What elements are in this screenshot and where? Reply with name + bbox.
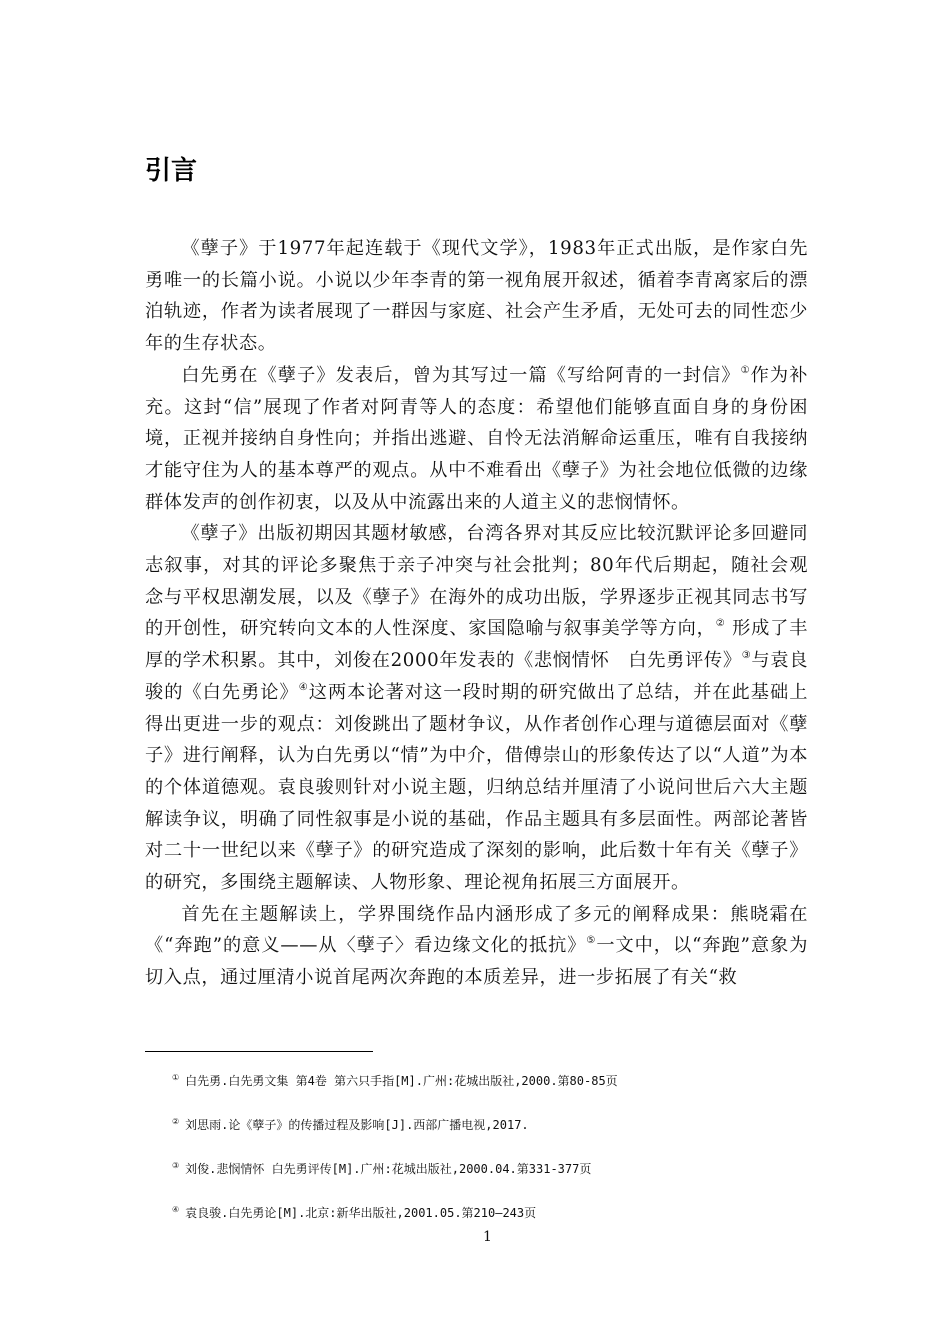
footnote-marker-5[interactable]: ⑤ <box>586 935 597 947</box>
page-number: 1 <box>483 1229 492 1245</box>
paragraph-2-text-b: 作为补充。这封“信”展现了作者对阿青等人的态度：希望他们能够直面自身的身份困境，正视并接纳自身性向；并指出逃避、自怜无法消解命运重压，唯有自我接纳才能守住为人的基本尊严的观点。从中不难看出《孽子》为社会地位低微的边缘群体发声的创作初衷，以及从中流露出来的人道主义的悲悯情怀。 <box>145 364 808 513</box>
footnote-3-text: 刘俊.悲悯情怀 白先勇评传[M].广州:花城出版社,2000.04.第331-377页 <box>185 1162 592 1176</box>
footnote-3-marker: ③ <box>172 1161 180 1170</box>
footnote-1 <box>172 1073 618 1089</box>
footnote-1-text: 白先勇.白先勇文集 第4卷 第六只手指[M].广州:花城出版社,2000.第80-85页 <box>185 1074 618 1088</box>
footnote-marker-3[interactable]: ③ <box>741 650 752 662</box>
paragraph-4 <box>145 899 808 994</box>
paragraph-3 <box>145 518 808 898</box>
footnote-1-marker: ① <box>172 1073 180 1082</box>
footnote-divider <box>145 1051 373 1052</box>
section-heading: 引言 <box>145 156 198 186</box>
footnote-2-marker: ② <box>172 1117 180 1126</box>
footnote-4-marker: ④ <box>172 1205 180 1214</box>
footnote-marker-4[interactable]: ④ <box>298 681 309 693</box>
body-text <box>145 233 808 994</box>
paragraph-3-text-a: 《孽子》出版初期因其题材敏感，台湾各界对其反应比较沉默评论多回避同志叙事，对其的评论多聚焦于亲子冲突与社会批判；80年代后期起，随社会观念与平权思潮发展，以及《孽子》在海外的成功出版，学界逐步正视其同志书写的开创性，研究转向文本的人性深度、家国隐喻与叙事美学等方向， <box>145 523 808 640</box>
footnote-4 <box>172 1205 536 1221</box>
paragraph-2 <box>145 360 808 519</box>
paragraph-2-text-a: 白先勇在《孽子》发表后，曾为其写过一篇《写给阿青的一封信》 <box>181 364 741 386</box>
paragraph-1 <box>145 233 808 360</box>
paragraph-3-text-b: 形成了丰厚的学术积累。其中，刘俊在2000年发表的《悲悯情怀 白先勇评传》 <box>145 618 808 672</box>
paragraph-3-text-c: 与袁良骏的《白先勇论》 <box>145 650 808 703</box>
paragraph-4-text-a: 首先在主题解读上，学界围绕作品内涵形成了多元的阐释成果：熊晓霜在《“奔跑”的意义——从〈孽子〉看边缘文化的抵抗》 <box>145 903 808 957</box>
paragraph-4-text-b: 一文中，以“奔跑”意象为切入点，通过厘清小说首尾两次奔跑的本质差异，进一步拓展了有关“救 <box>145 935 808 989</box>
footnote-marker-1[interactable]: ① <box>740 364 751 376</box>
paragraph-3-text-d: 这两本论著对这一段时期的研究做出了总结，并在此基础上得出更进一步的观点：刘俊跳出了题材争议，从作者创作心理与道德层面对《孽子》进行阐释，认为白先勇以“情”为中介，借傅崇山的形象传达了以“人道”为本的个体道德观。袁良骏则针对小说主题，归纳总结并厘清了小说问世后六大主题解读争议，明确了同性叙事是小说的基础，作品主题具有多层面性。两部论著皆对二十一世纪以来《孽子》的研究造成了深刻的影响，此后数十年有关《孽子》的研究，多围绕主题解读、人物形象、理论视角拓展三方面展开。 <box>145 681 808 894</box>
footnote-marker-2[interactable]: ② <box>715 618 726 630</box>
footnote-2-text: 刘思雨.论《孽子》的传播过程及影响[J].西部广播电视,2017. <box>185 1118 529 1132</box>
footnote-4-text: 袁良骏.白先勇论[M].北京:新华出版社,2001.05.第210–243页 <box>185 1206 537 1220</box>
paragraph-1-text: 《孽子》于1977年起连载于《现代文学》，1983年正式出版，是作家白先勇唯一的长篇小说。小说以少年李青的第一视角展开叙述，循着李青离家后的漂泊轨迹，作者为读者展现了一群因与家庭、社会产生矛盾，无处可去的同性恋少年的生存状态。 <box>145 238 808 355</box>
footnote-3 <box>172 1161 591 1177</box>
footnote-2 <box>172 1117 529 1133</box>
